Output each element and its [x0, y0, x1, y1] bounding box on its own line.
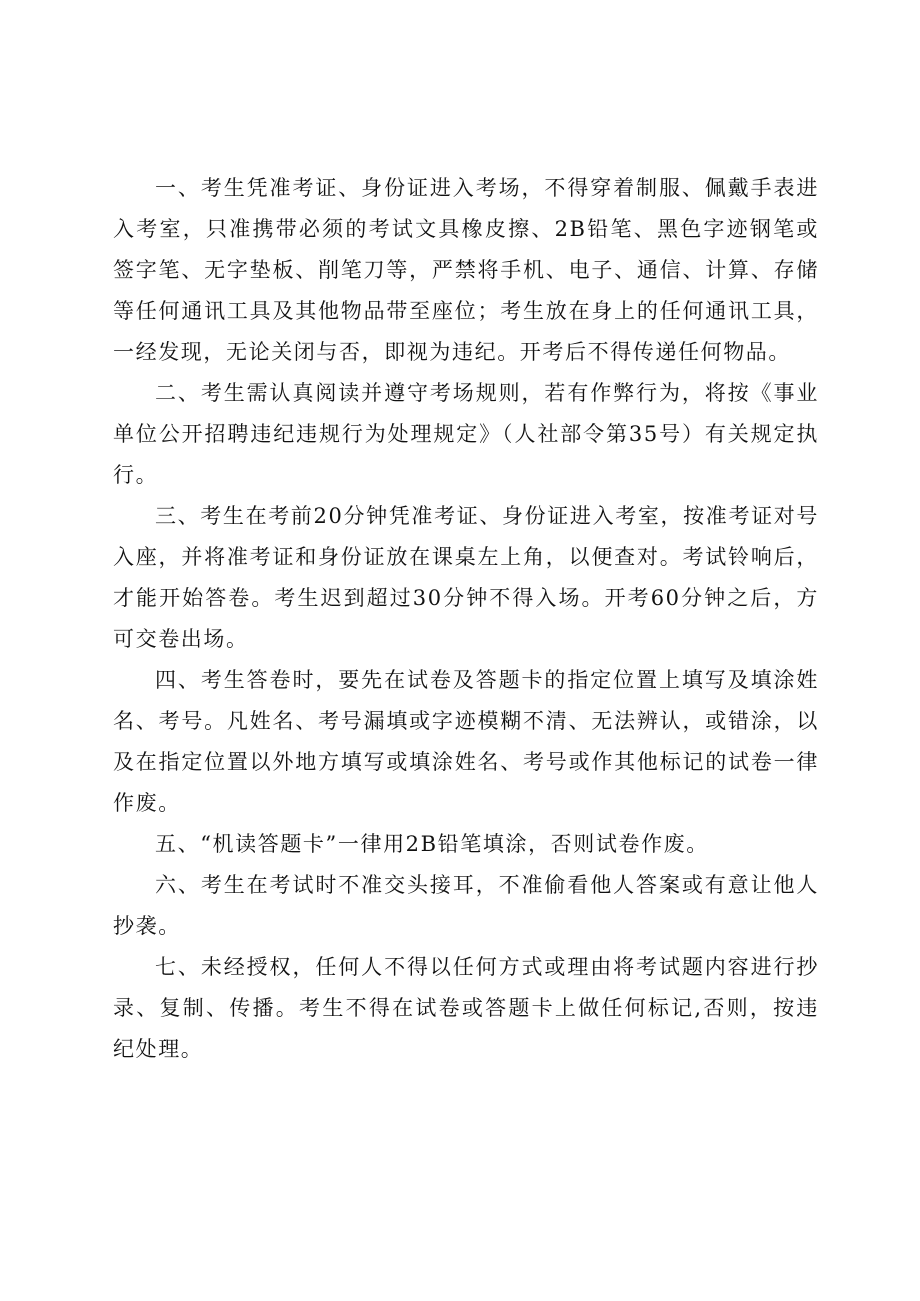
rules-body	[113, 168, 819, 1070]
rule-paragraph-3: 三、考生在考前20分钟凭准考证、身份证进入考室，按准考证对号入座，并将准考证和身份证放在课桌左上角，以便查对。考试铃响后，才能开始答卷。考生迟到超过30分钟不得入场。开考60分钟之后，方可交卷出场。	[113, 504, 819, 651]
rule-paragraph-7: 七、未经授权，任何人不得以任何方式或理由将考试题内容进行抄录、复制、传播。考生不得在试卷或答题卡上做任何标记,否则，按违纪处理。	[113, 955, 819, 1061]
rule-paragraph-1: 一、考生凭准考证、身份证进入考场，不得穿着制服、佩戴手表进入考室，只准携带必须的考试文具橡皮擦、2B铅笔、黑色字迹钢笔或签字笔、无字垫板、削笔刀等，严禁将手机、电子、通信、计算、存储等任何通讯工具及其他物品带至座位；考生放在身上的任何通讯工具，一经发现，无论关闭与否，即视为违纪。开考后不得传递任何物品。	[113, 176, 819, 364]
rule-paragraph-5: 五、“机读答题卡”一律用2B铅笔填涂，否则试卷作废。	[155, 832, 709, 856]
rule-paragraph-2: 二、考生需认真阅读并遵守考场规则，若有作弊行为，将按《事业单位公开招聘违纪违规行为处理规定》（人社部令第35号）有关规定执行。	[113, 381, 819, 487]
rule-paragraph-4: 四、考生答卷时，要先在试卷及答题卡的指定位置上填写及填涂姓名、考号。凡姓名、考号漏填或字迹模糊不清、无法辨认，或错涂，以及在指定位置以外地方填写或填涂姓名、考号或作其他标记的试卷一律作废。	[113, 668, 819, 815]
rule-paragraph-6: 六、考生在考试时不准交头接耳，不准偷看他人答案或有意让他人抄袭。	[113, 873, 819, 938]
